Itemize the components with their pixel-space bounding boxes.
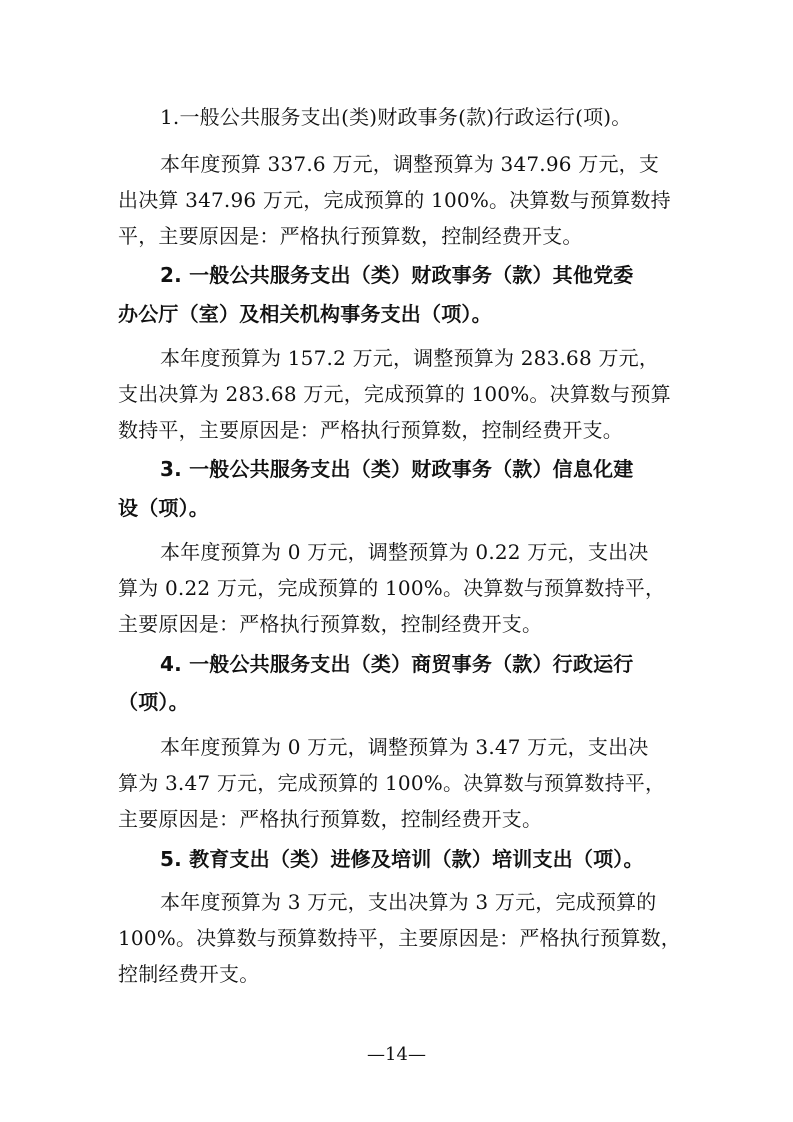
section-1-heading-line-1: 1.一般公共服务支出(类)财政事务(款)行政运行(项)。 (160, 105, 632, 129)
section-5-body-line-3: 控制经费开支。 (118, 962, 260, 986)
section-2-body-line-1: 本年度预算为 157.2 万元，调整预算为 283.68 万元， (160, 346, 660, 370)
section-3-body-line-3: 主要原因是：严格执行预算数，控制经费开支。 (118, 612, 543, 636)
section-2-body-line-3: 数持平，主要原因是：严格执行预算数，控制经费开支。 (118, 418, 623, 442)
section-2-heading-line-2: 办公厅（室）及相关机构事务支出（项）。 (118, 302, 492, 326)
section-4-heading-line-2: （项）。 (118, 690, 189, 714)
section-1-body-line-3: 平，主要原因是：严格执行预算数，控制经费开支。 (118, 224, 583, 248)
section-3-heading-line-2: 设（项）。 (118, 496, 209, 520)
page-number: —14— (367, 1044, 426, 1065)
section-5-body-line-1: 本年度预算为 3 万元，支出决算为 3 万元，完成预算的 (160, 890, 657, 914)
section-4-heading-line-1: 4. 一般公共服务支出（类）商贸事务（款）行政运行 (160, 652, 634, 676)
section-1-body-line-1: 本年度预算 337.6 万元，调整预算为 347.96 万元，支 (160, 152, 660, 176)
section-4-body-line-2: 算为 3.47 万元，完成预算的 100%。决算数与预算数持平， (118, 771, 666, 795)
section-2-heading-line-1: 2. 一般公共服务支出（类）财政事务（款）其他党委 (160, 263, 634, 287)
section-1-body-line-2: 出决算 347.96 万元，完成预算的 100%。决算数与预算数持 (118, 188, 671, 212)
section-5-heading-line-1: 5. 教育支出（类）进修及培训（款）培训支出（项）。 (160, 847, 644, 871)
section-3-body-line-1: 本年度预算为 0 万元，调整预算为 0.22 万元，支出决 (160, 540, 649, 564)
section-4-body-line-3: 主要原因是：严格执行预算数，控制经费开支。 (118, 807, 543, 831)
section-3-body-line-2: 算为 0.22 万元，完成预算的 100%。决算数与预算数持平， (118, 576, 666, 600)
section-5-body-line-2: 100%。决算数与预算数持平，主要原因是：严格执行预算数， (118, 926, 681, 950)
section-2-body-line-2: 支出决算为 283.68 万元，完成预算的 100%。决算数与预算 (118, 382, 671, 406)
section-4-body-line-1: 本年度预算为 0 万元，调整预算为 3.47 万元，支出决 (160, 735, 649, 759)
section-3-heading-line-1: 3. 一般公共服务支出（类）财政事务（款）信息化建 (160, 457, 634, 481)
